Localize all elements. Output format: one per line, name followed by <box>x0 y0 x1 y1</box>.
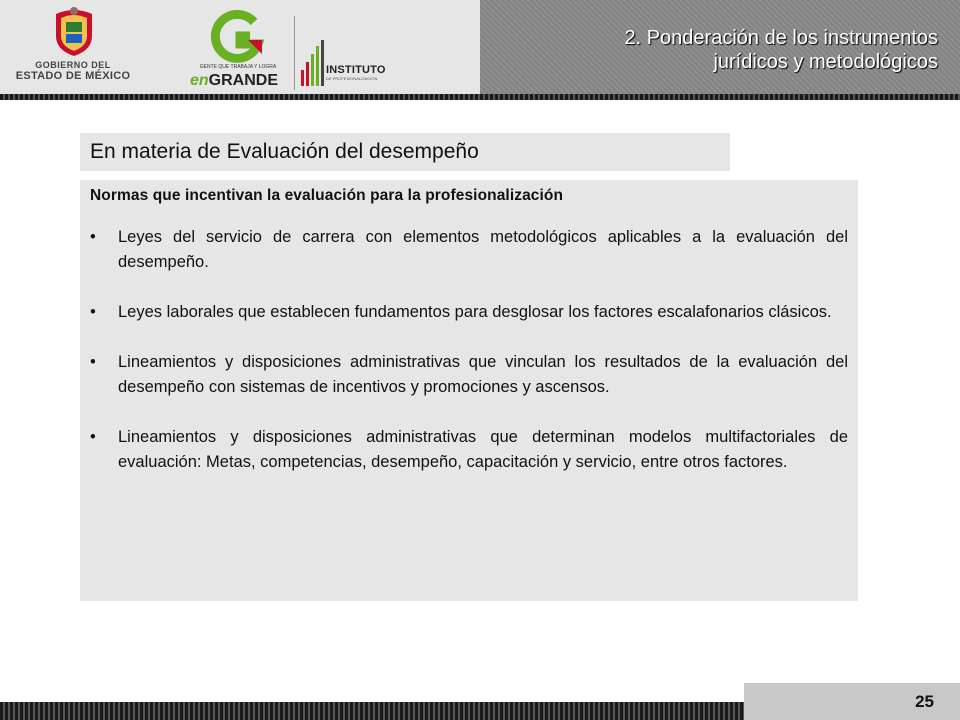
logo-divider <box>294 16 295 90</box>
content-box <box>80 180 858 601</box>
bullet-item <box>90 225 848 275</box>
gobierno-text <box>8 60 138 82</box>
bullet-icon: • <box>90 353 96 371</box>
bullet-icon: • <box>90 228 96 246</box>
bullet-item <box>90 300 848 325</box>
bullet-item <box>90 425 848 475</box>
engrande-logo <box>186 8 290 92</box>
engrande-grande: GRANDE <box>208 72 279 89</box>
bullet-list <box>90 225 848 475</box>
bar-chart-icon <box>300 40 326 88</box>
coat-of-arms-icon <box>48 6 100 58</box>
gobierno-line1: GOBIERNO DEL <box>35 60 111 70</box>
header-divider <box>0 94 960 100</box>
g-logo-icon <box>210 10 266 64</box>
content-box-title: Normas que incentivan la evaluación para la profesionalización <box>90 187 564 204</box>
bullet-text: Leyes del servicio de carrera con elementos metodológicos aplicables a la evaluación del desempeño. <box>118 228 848 271</box>
engrande-tagline: GENTE QUE TRABAJA Y LOGRA <box>199 64 277 70</box>
slide-title <box>518 26 938 74</box>
header-band <box>0 0 960 96</box>
gobierno-line2: ESTADO DE MÉXICO <box>15 70 131 82</box>
instituto-logo <box>300 40 400 90</box>
bullet-icon: • <box>90 303 96 321</box>
page-number: 25 <box>744 683 960 720</box>
bullet-text: Lineamientos y disposiciones administrativas que determinan modelos multifactoriales de evaluación: Metas, competencias, desempeño, capacitación y servicio, entre otros factores. <box>118 428 848 471</box>
instituto-name: INSTITUTO <box>326 64 386 76</box>
bullet-text: Lineamientos y disposiciones administrativas que vinculan los resultados de la evaluación del desempeño con sistemas de incentivos y promociones y ascensos. <box>118 353 848 396</box>
bullet-icon: • <box>90 428 96 446</box>
slide-title-line2: jurídicos y metodológicos <box>713 51 938 73</box>
logo-panel <box>0 0 480 94</box>
engrande-en: en <box>190 72 209 89</box>
gobierno-estado-mexico-logo <box>8 6 138 90</box>
section-heading: En materia de Evaluación del desempeño <box>80 133 730 171</box>
instituto-subtitle: DE PROFESIONALIZACIÓN <box>326 76 378 81</box>
slide-title-line1: 2. Ponderación de los instrumentos <box>624 27 938 49</box>
bullet-item <box>90 350 848 400</box>
engrande-wordmark <box>190 72 278 90</box>
bullet-text: Leyes laborales que establecen fundamentos para desglosar los factores escalafonarios clásicos. <box>118 303 832 321</box>
